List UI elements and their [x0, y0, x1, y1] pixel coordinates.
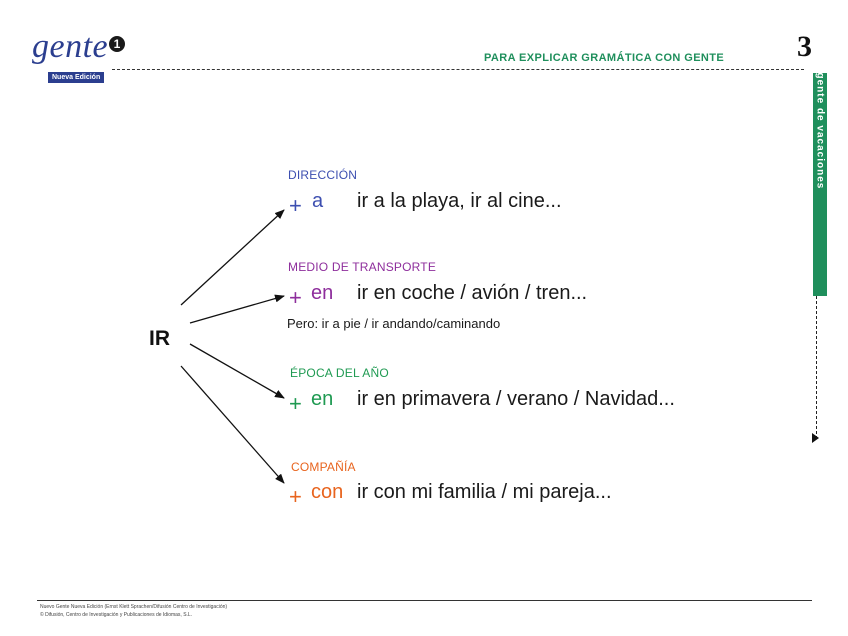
logo-edition-badge: Nueva Edición: [48, 72, 104, 83]
footer-credit: Nuevo Gente Nueva Edición (Ernst Klett Sprachen/Difusión Centro de Investigación): [40, 604, 228, 610]
page-title: PARA EXPLICAR GRAMÁTICA CON GENTE: [484, 52, 725, 64]
plus-sign: +: [289, 193, 302, 218]
plus-sign: +: [289, 484, 302, 509]
footer-rule: [37, 600, 812, 601]
example-epoca: ir en primavera / verano / Navidad...: [357, 388, 675, 410]
preposition-a: a: [312, 190, 324, 212]
logo-number-badge: 1: [109, 36, 125, 52]
arrow-to-transporte: [190, 296, 284, 323]
gente-logo: gente: [32, 28, 109, 65]
verb-ir: IR: [149, 327, 170, 350]
preposition-en: en: [311, 388, 334, 410]
preposition-con: con: [311, 481, 344, 503]
footer-copyright: © Difusión, Centro de Investigación y Publicaciones de Idiomas, S.L.: [40, 612, 193, 618]
note-transporte: Pero: ir a pie / ir andando/caminando: [287, 316, 501, 331]
unit-side-tab-label: gente de vacaciones: [814, 72, 826, 190]
category-compania: COMPAÑÍA: [291, 460, 356, 474]
category-medio-de-transporte: MEDIO DE TRANSPORTE: [288, 260, 437, 274]
arrow-to-epoca: [190, 344, 284, 398]
example-transporte: ir en coche / avión / tren...: [357, 282, 588, 304]
unit-number: 3: [797, 30, 812, 63]
arrow-to-compania: [181, 366, 284, 483]
preposition-en: en: [311, 282, 334, 304]
example-compania: ir con mi familia / mi pareja...: [357, 481, 612, 503]
example-direccion: ir a la playa, ir al cine...: [357, 190, 562, 212]
plus-sign: +: [289, 285, 302, 310]
arrow-to-direccion: [181, 210, 284, 305]
plus-sign: +: [289, 391, 302, 416]
category-direccion: DIRECCIÓN: [288, 168, 358, 182]
category-epoca-del-ano: ÉPOCA DEL AÑO: [290, 366, 389, 380]
